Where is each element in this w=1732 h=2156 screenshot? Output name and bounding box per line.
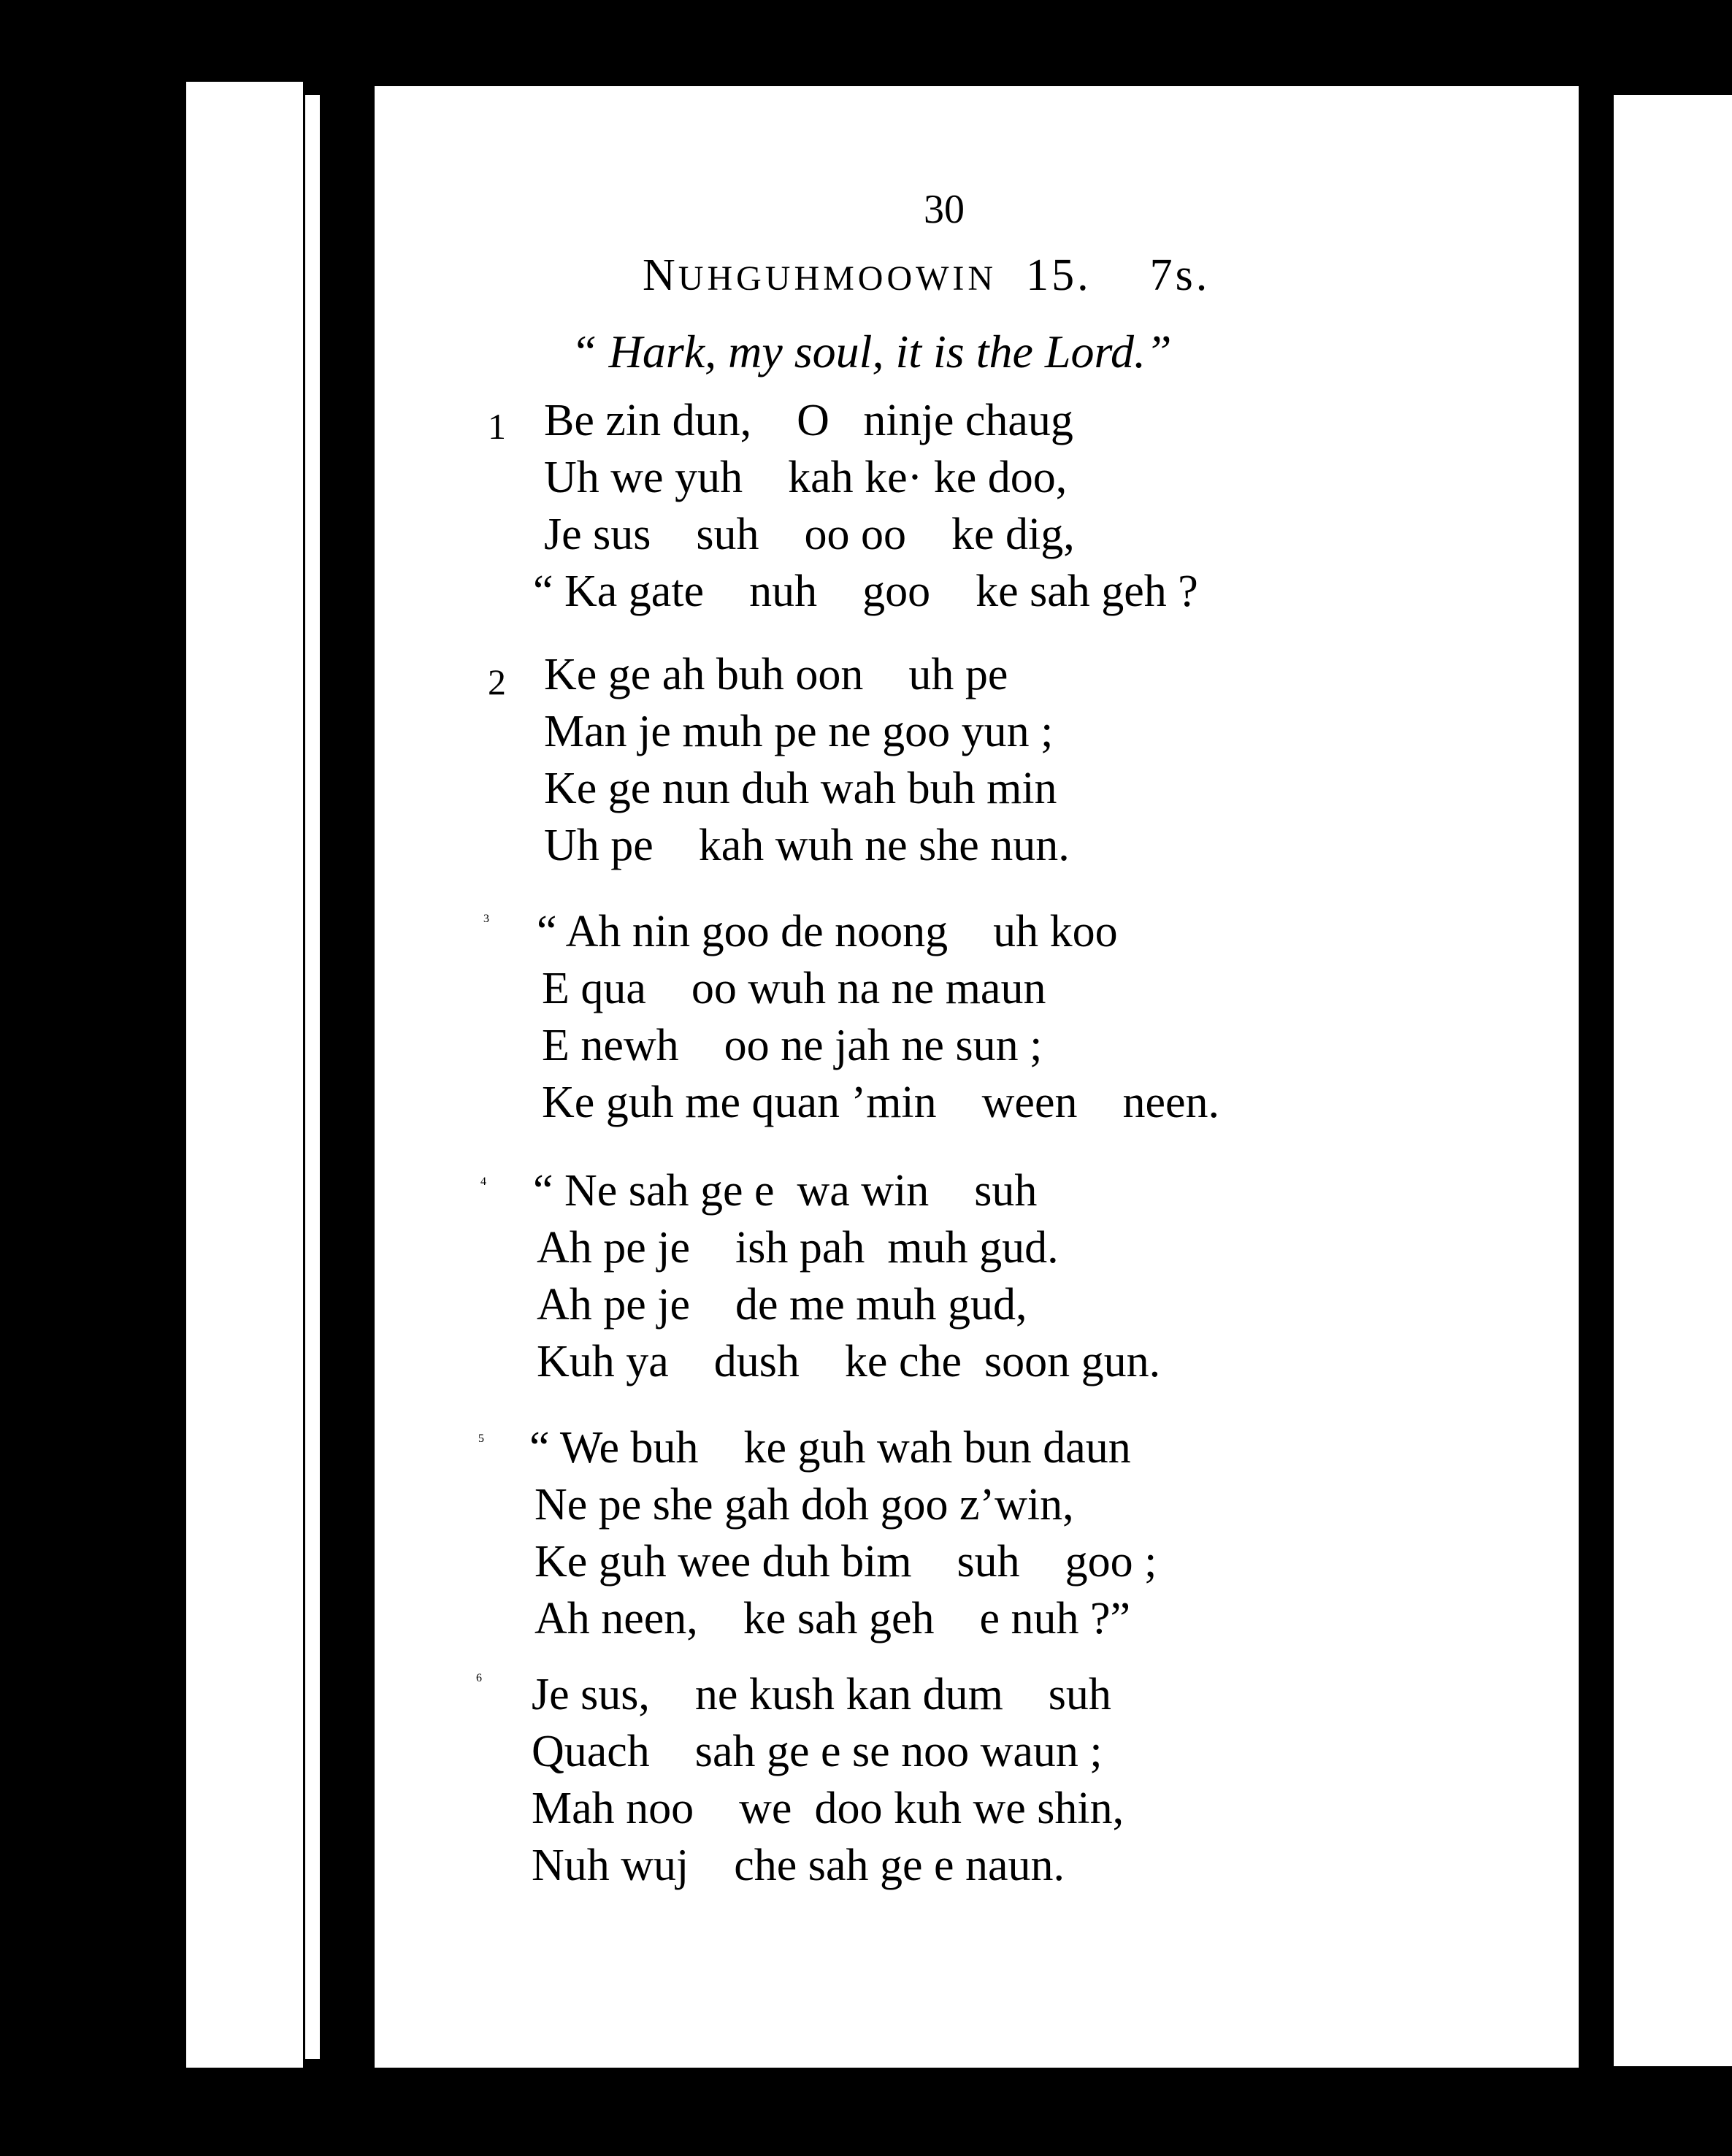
stanza-number: 6 [476,1672,482,1684]
stanza-line: Mah noo we doo kuh we shin, [532,1784,1124,1833]
stanza-line: “ Ah nin goo de noong uh koo [537,907,1118,956]
hymn-title [643,250,1210,302]
stanza-number: 5 [478,1432,484,1445]
stanza-line: “ We buh ke guh wah bun daun [529,1423,1131,1473]
stanza-line: Man je muh pe ne goo yun ; [544,707,1054,756]
left-page-edge [186,82,303,2068]
stanza-line: E qua oo wuh na ne maun [542,964,1046,1013]
stanza-line: Ah neen, ke sah geh e nuh ?” [534,1594,1131,1643]
stanza-line: Ke ge ah buh oon uh pe [544,650,1008,699]
stanza-line: “ Ka gate nuh goo ke sah geh ? [533,567,1198,616]
hymn-meter: 7s. [1149,250,1211,300]
stanza-number: 3 [483,913,489,925]
stanza-line: Ah pe je de me muh gud, [537,1280,1027,1330]
binding-line [321,80,333,2073]
stanza-line: Ah pe je ish pah muh gud. [537,1223,1059,1273]
stanza-number: 1 [488,406,506,447]
stanza-line: Nuh wuj che sah ge e naun. [532,1841,1065,1890]
stanza-line: Quach sah ge e se noo waun ; [532,1727,1103,1776]
stanza-line: E newh oo ne jah ne sun ; [542,1021,1043,1070]
stanza-line: “ Ne sah ge e wa win suh [533,1166,1038,1216]
title-initial: N [643,250,678,300]
stanza-line: Uh we yuh kah ke· ke doo, [544,453,1068,502]
stanza-line: Ke ge nun duh wah buh min [544,764,1057,813]
stanza-line: Je sus suh oo oo ke dig, [544,510,1075,559]
title-rest: UHGUHMOOWIN [678,259,997,298]
stanza-number: 2 [488,661,506,702]
hymn-subtitle: “ Hark, my soul, it is the Lord.” [571,326,1172,377]
page-number: 30 [924,187,965,232]
stanza-line: Ke guh me quan ’min ween neen. [542,1078,1220,1127]
right-page-edge [1614,95,1732,2066]
stanza-line: Be zin dun, O ninje chaug [544,396,1073,445]
hymn-number: 15. [1026,250,1092,300]
stanza-line: Ne pe she gah doh goo z’win, [534,1480,1074,1530]
stanza-line: Kuh ya dush ke che soon gun. [537,1337,1161,1386]
stanza-line: Uh pe kah wuh ne she nun. [544,821,1070,870]
stanza-line: Je sus, ne kush kan dum suh [532,1670,1111,1719]
page-stack-edge [305,95,320,2059]
stanza-line: Ke guh wee duh bim suh goo ; [534,1537,1157,1587]
stanza-number: 4 [480,1175,486,1188]
